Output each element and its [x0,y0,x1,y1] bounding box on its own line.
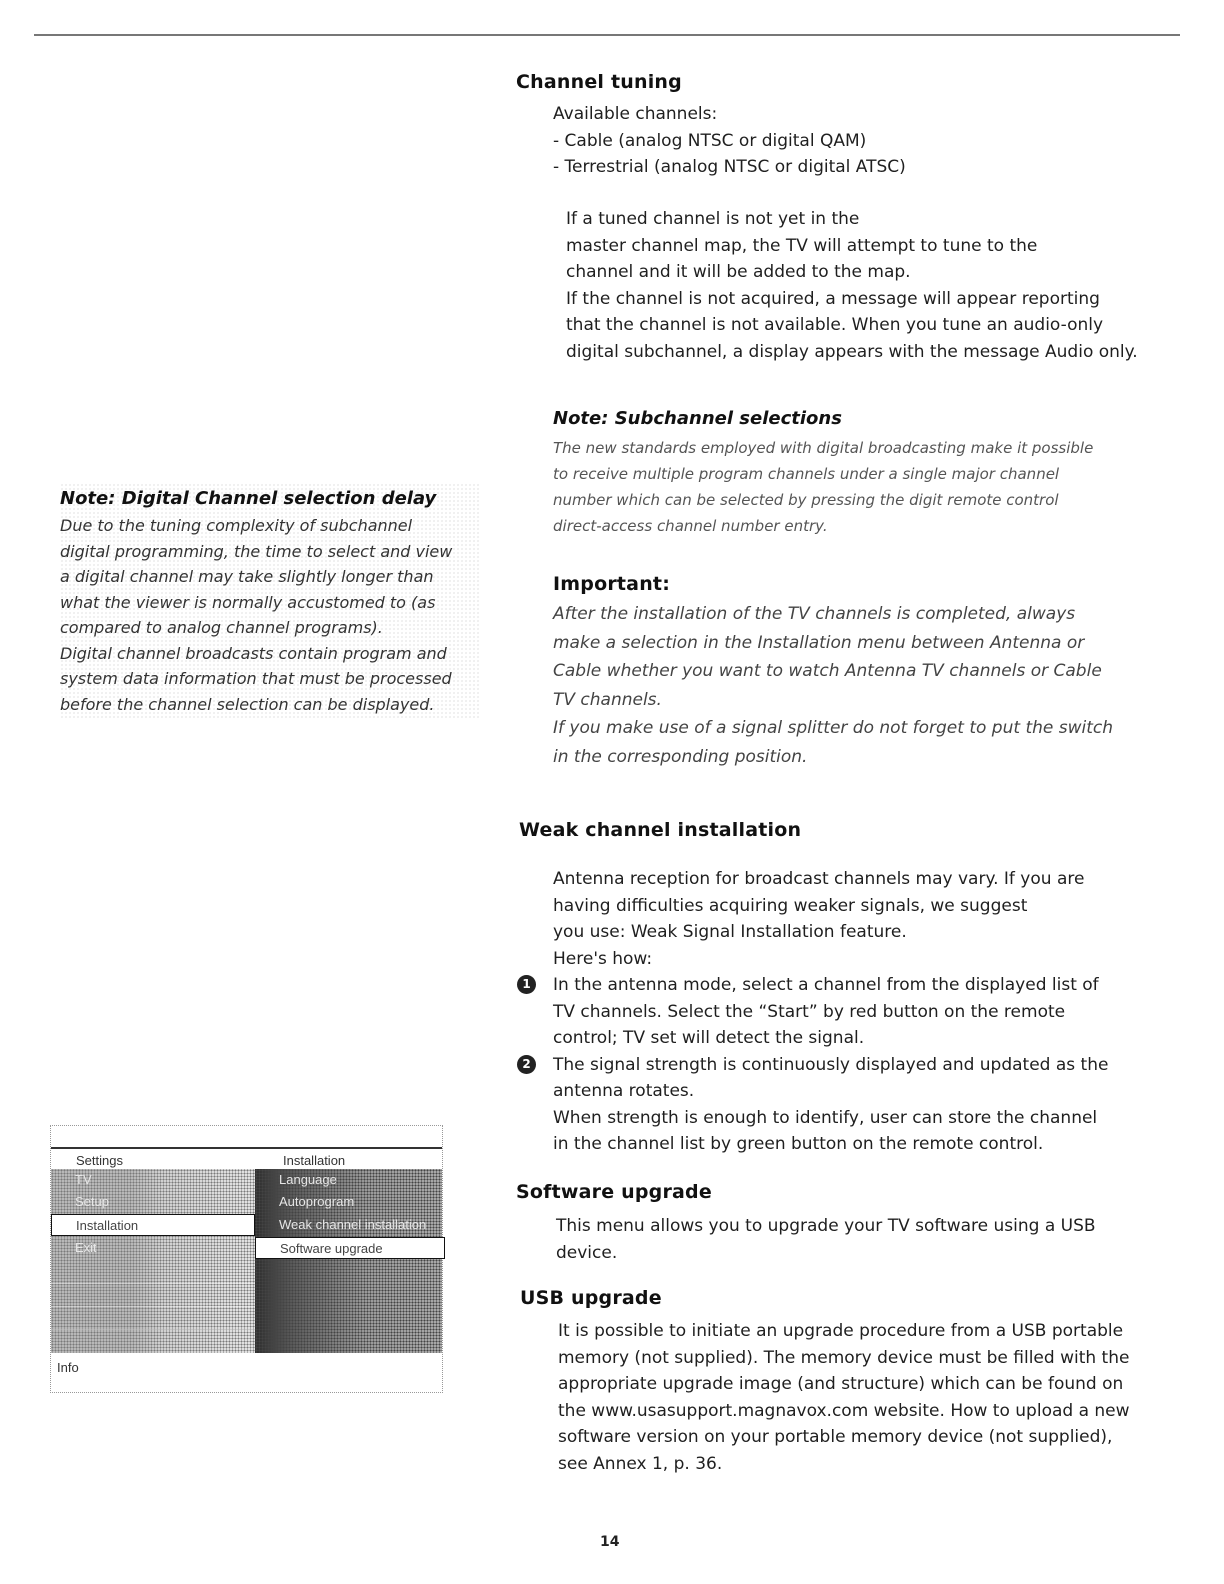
note-subchannel-title: Note: Subchannel selections [553,408,842,429]
text-line: direct-access channel number entry. [553,517,828,535]
text-line: digital programming, the time to select and view [60,541,453,561]
text-line: number which can be selected by pressing the digit remote control [553,491,1059,509]
top-divider [34,34,1180,36]
menu-item-exit[interactable]: Exit [75,1240,97,1255]
text-line: If the channel is not acquired, a message will appear reporting [566,288,1100,309]
text-line: Here's how: [553,948,653,969]
menu-header-rule [51,1147,442,1149]
text-line: appropriate upgrade image (and structure) which can be found on [558,1374,1124,1394]
menu-item-software-upgrade[interactable]: Software upgrade [255,1237,445,1259]
menu-item-autoprogram[interactable]: Autoprogram [279,1194,355,1209]
text-line: see Annex 1, p. 36. [558,1453,723,1474]
step-1 [522,972,1108,1052]
text-line: Available channels: [553,104,718,124]
text-line: Digital channel broadcasts contain program and [60,643,447,663]
menu-item-installation[interactable]: Installation [51,1214,255,1236]
text-line: The signal strength is continuously displayed and updated as the [553,1054,1109,1075]
text-line: device. [556,1242,618,1263]
text-line: compared to analog channel programs). [60,618,383,637]
tv-menu-screenshot [50,1125,443,1393]
channel-tuning-heading: Channel tuning [516,71,682,93]
text-line: that the channel is not available. When you tune an audio-only [566,315,1104,335]
channel-tuning-paragraph [566,206,1138,365]
usb-upgrade-heading: USB upgrade [520,1287,662,1309]
important-text [553,600,1113,771]
text-line: master channel map, the TV will attempt to tune to the [566,235,1038,256]
software-upgrade-heading: Software upgrade [516,1181,712,1203]
text-line: - Terrestrial (analog NTSC or digital ATSC) [553,157,906,177]
text-line: In the antenna mode, select a channel from the displayed list of [553,975,1099,995]
menu-right-title: Installation [283,1153,346,1168]
menu-row-divider [51,1306,255,1307]
important-title: Important: [553,573,671,595]
text-line: After the installation of the TV channels is completed, always [553,604,1076,624]
usb-upgrade-text [558,1318,1130,1477]
menu-item-setup[interactable]: Setup [75,1194,109,1209]
weak-channel-heading: Weak channel installation [519,819,802,841]
text-line: before the channel selection can be displayed. [60,694,435,714]
text-line: - Cable (analog NTSC or digital QAM) [553,130,867,151]
text-line: you use: Weak Signal Installation feature. [553,922,907,942]
text-line: antenna rotates. [553,1081,695,1101]
text-line: Cable whether you want to watch Antenna TV channels or Cable [553,661,1102,681]
text-line: in the channel list by green button on the remote control. [553,1134,1044,1154]
text-line: in the corresponding position. [553,746,808,767]
text-line: When strength is enough to identify, user can store the channel [553,1107,1098,1128]
text-line: system data information that must be processed [60,669,452,688]
text-line: to receive multiple program channels under a single major channel [553,465,1060,483]
text-line: channel and it will be added to the map. [566,262,911,282]
note-subchannel-text [553,435,1093,539]
text-line: make a selection in the Installation menu between Antenna or [553,632,1085,653]
channel-tuning-available [553,101,906,181]
step-number-2-icon: 2 [517,1055,536,1074]
text-line: It is possible to initiate an upgrade procedure from a USB portable [558,1321,1124,1341]
text-line: memory (not supplied). The memory device must be filled with the [558,1347,1130,1368]
text-line: having difficulties acquiring weaker signals, we suggest [553,895,1028,916]
software-upgrade-text [556,1213,1096,1266]
menu-item-weak-channel-installation[interactable]: Weak channel installation [279,1217,427,1232]
text-line: This menu allows you to upgrade your TV software using a USB [556,1216,1096,1236]
text-line: The new standards employed with digital broadcasting make it possible [553,439,1094,457]
menu-right-panel [255,1169,442,1353]
step-number-1-icon: 1 [517,975,536,994]
text-line: control; TV set will detect the signal. [553,1028,865,1048]
text-line: TV channels. [553,689,662,710]
text-line: If you make use of a signal splitter do not forget to put the switch [553,718,1114,738]
note-digital-delay-box [60,483,480,719]
weak-channel-body [522,866,1109,1158]
step-2 [522,1052,1109,1105]
menu-row-divider [51,1329,255,1330]
menu-row-divider [51,1283,255,1284]
menu-left-panel [51,1169,255,1353]
page-number: 14 [600,1534,620,1550]
note-digital-delay-title: Note: Digital Channel selection delay [60,488,437,509]
menu-item-language[interactable]: Language [279,1172,337,1187]
menu-left-title: Settings [76,1153,123,1168]
menu-item-tv[interactable]: TV [75,1172,92,1187]
text-line: TV channels. Select the “Start” by red button on the remote [553,1001,1066,1022]
text-line: what the viewer is normally accustomed to (as [60,592,436,612]
text-line: If a tuned channel is not yet in the [566,209,860,229]
text-line: software version on your portable memory device (not supplied), [558,1427,1113,1447]
menu-info-label: Info [57,1360,79,1375]
text-line: Due to the tuning complexity of subchannel [60,516,413,535]
text-line: digital subchannel, a display appears with the message Audio only. [566,341,1138,362]
text-line: a digital channel may take slightly longer than [60,567,434,586]
text-line: Antenna reception for broadcast channels may vary. If you are [553,869,1085,889]
text-line: the www.usasupport.magnavox.com website. How to upload a new [558,1400,1130,1421]
